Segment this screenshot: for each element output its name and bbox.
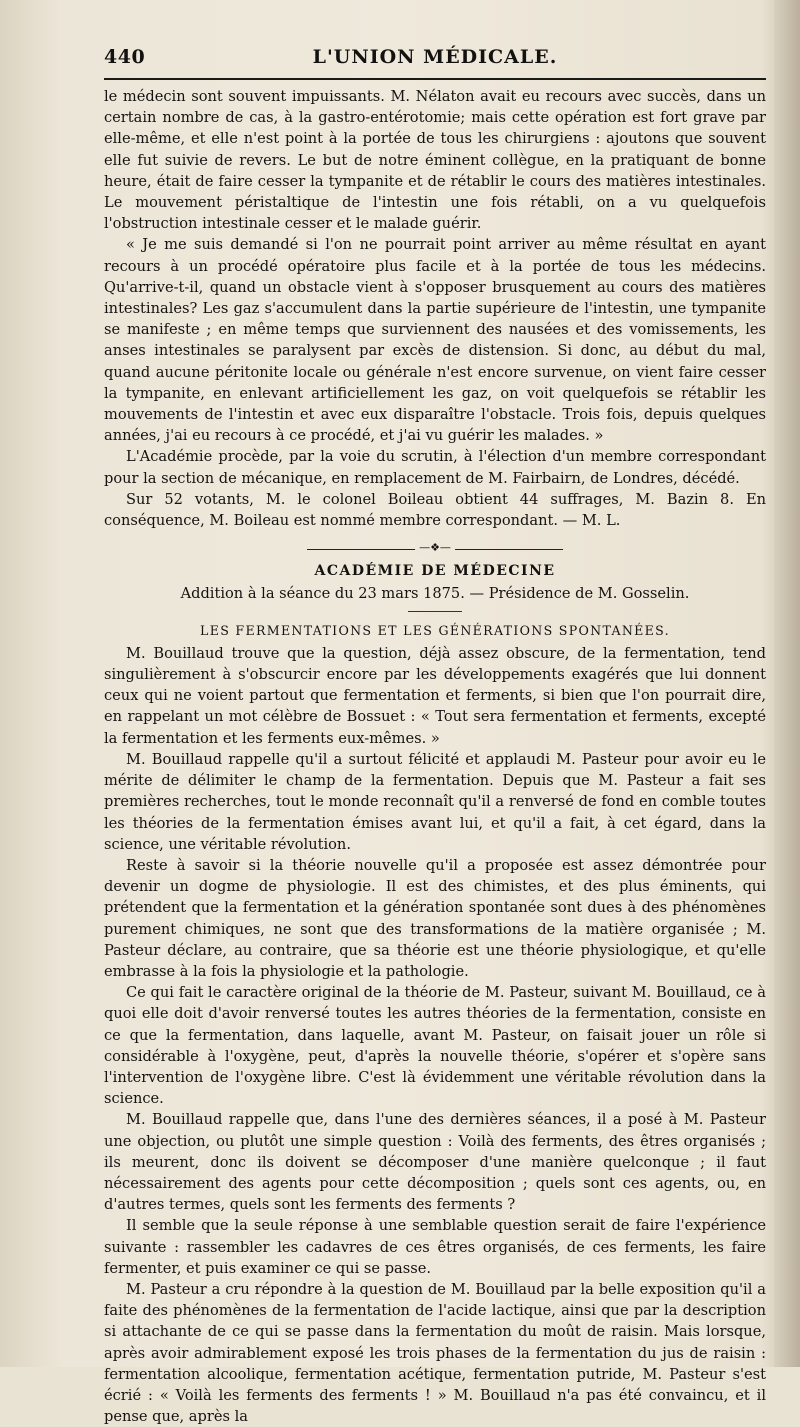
paragraph: Sur 52 votants, M. le colonel Boileau obtient 44 suffrages, M. Bazin 8. En conséquence, M. Boileau est nommé membre correspondant. — M. L. — [104, 490, 766, 530]
paragraph: M. Bouillaud rappelle que, dans l'une des dernières séances, il a posé à M. Pasteur une objection, ou plutôt une simple question : Voilà des ferments, des êtres organisés ; ils meurent, donc ils doivent se décomposer d'une manière quelconque ; il faut nécessairement des agents pour cette décomposition ; quels sont ces agents, ou, en d'autres termes, quels sont les ferments des ferments ? — [104, 1111, 766, 1214]
section-title: LES FERMENTATIONS ET LES GÉNÉRATIONS SPONTANÉES. — [200, 622, 670, 638]
running-title: L'UNION MÉDICALE. — [312, 46, 558, 68]
paragraph: « Je me suis demandé si l'on ne pourrait point arriver au même résultat en ayant recours à un procédé opératoire plus facile et à la portée de tous les médecins. Qu'arrive-t-il, quand un obstacle vient à s'opposer brusquement au cours des matières intestinales? Les gaz s'accumulent dans la partie supérieure de l'intestin, une tympanite se manifeste ; en même temps que surviennent des nausées et des vomissements, les anses intestinales se paralysent par excès de distension. Si donc, au début du mal, quand aucune péritonite locale ou générale n'est encore survenue, on vient faire cesser la tympanite, en enlevant artificiellement les gaz, on voit quelquefois se rétablir les mouvements de l'intestin et avec eux disparaître l'obstacle. Trois fois, depuis quelques années, j'ai eu recours à ce procédé, et j'ai vu guérir les malades. » — [104, 236, 766, 445]
paragraph: M. Bouillaud trouve que la question, déjà assez obscure, de la fermentation, tend singulièrement à s'obscurcir encore par les développements exagérés que lui donnent ceux qui ne voient partout que fermentation et ferments, si bien que l'on pourrait dire, en rappelant un mot célèbre de Bossuet : « Tout sera fermentation et ferments, excepté la fermentation et les ferments eux-mêmes. » — [104, 644, 766, 747]
paragraph: M. Pasteur a cru répondre à la question de M. Bouillaud par la belle exposition qu'il a faite des phénomènes de la fermentation de l'acide lactique, ainsi que par la description si attachante de ce qui se passe dans la fermentation du moût de raisin. Mais lorsque, après avoir admirablement exposé les trois phases de la fermentation du jus de raisin : fermentation alcoolique, fermentation acétique, fermentation putride, M. Pasteur s'est écrié : « Voilà les ferments des ferments ! » M. Bouillaud n'a pas été convaincu, et il pense que, après la — [104, 1280, 766, 1426]
paragraph: M. Bouillaud rappelle qu'il a surtout félicité et applaudi M. Pasteur pour avoir eu le mérite de délimiter le champ de la fermentation. Depuis que M. Pasteur a fait ses premières recherches, tout le monde reconnaît qu'il a renversé de fond en comble toutes les théories de la fermentation émises avant lui, et qu'il a fait, à cet égard, dans la science, une véritable révolution. — [104, 750, 766, 853]
paragraph: Reste à savoir si la théorie nouvelle qu'il a proposée est assez démontrée pour devenir un dogme de physiologie. Il est des chimistes, et des plus éminents, qui prétendent que la fermentation et la génération spontanée sont dues à des phénomènes purement chimiques, ne sont que des transformations de la matière organisée ; M. Pasteur déclare, au contraire, que sa théorie est une théorie physiologique, et qu'elle embrasse à la fois la physiologie et la pathologie. — [104, 856, 766, 980]
page-header — [104, 46, 766, 72]
academy-title: ACADÉMIE DE MÉDECINE — [314, 563, 556, 580]
paragraph: le médecin sont souvent impuissants. M. Nélaton avait eu recours avec succès, dans un certain nombre de cas, à la gastro-entérotomie; mais cette opération est fort grave par elle-même, et elle n'est point à la portée de tous les chirurgiens : ajoutons que souvent elle fut suivie de revers. Le but de notre éminent collègue, en la pratiquant de bonne heure, était de faire cesser la tympanite et de rétablir le cours des matières intestinales. Le mouvement péristaltique de l'intestin une fois rétabli, on a vu quelquefois l'obstruction intestinale cesser et le malade guérir. — [104, 88, 766, 233]
separator-ornament: —❖— — [415, 541, 455, 555]
page-content — [104, 86, 766, 1427]
paragraph: Il semble que la seule réponse à une semblable question serait de faire l'expérience suivante : rassembler les cadavres de ces êtres organisés, de ces ferments, les faire fermenter, et puis examiner ce qui se passe. — [104, 1217, 766, 1277]
page-number: 440 — [104, 46, 146, 68]
session-subtitle: Addition à la séance du 23 mars 1875. — Présidence de M. Gosselin. — [180, 585, 690, 603]
page-edge-shadow — [774, 0, 800, 1367]
small-rule — [408, 611, 462, 612]
header-rule — [104, 78, 766, 80]
section-separator — [307, 541, 563, 555]
paragraph: L'Académie procède, par la voie du scrutin, à l'élection d'un membre correspondant pour la section de mécanique, en remplacement de M. Fairbairn, de Londres, décédé. — [104, 448, 766, 487]
paragraph: Ce qui fait le caractère original de la théorie de M. Pasteur, suivant M. Bouillaud, ce à quoi elle doit d'avoir renversé toutes les autres théories de la fermentation, consiste en ce que la fermentation, dans laquelle, avant M. Pasteur, on faisait jouer un rôle si considérable à l'oxygène, peut, d'après la nouvelle théorie, s'opérer et s'opère sans l'intervention de l'oxygène libre. C'est là évidemment une véritable révolution dans la science. — [104, 984, 766, 1108]
